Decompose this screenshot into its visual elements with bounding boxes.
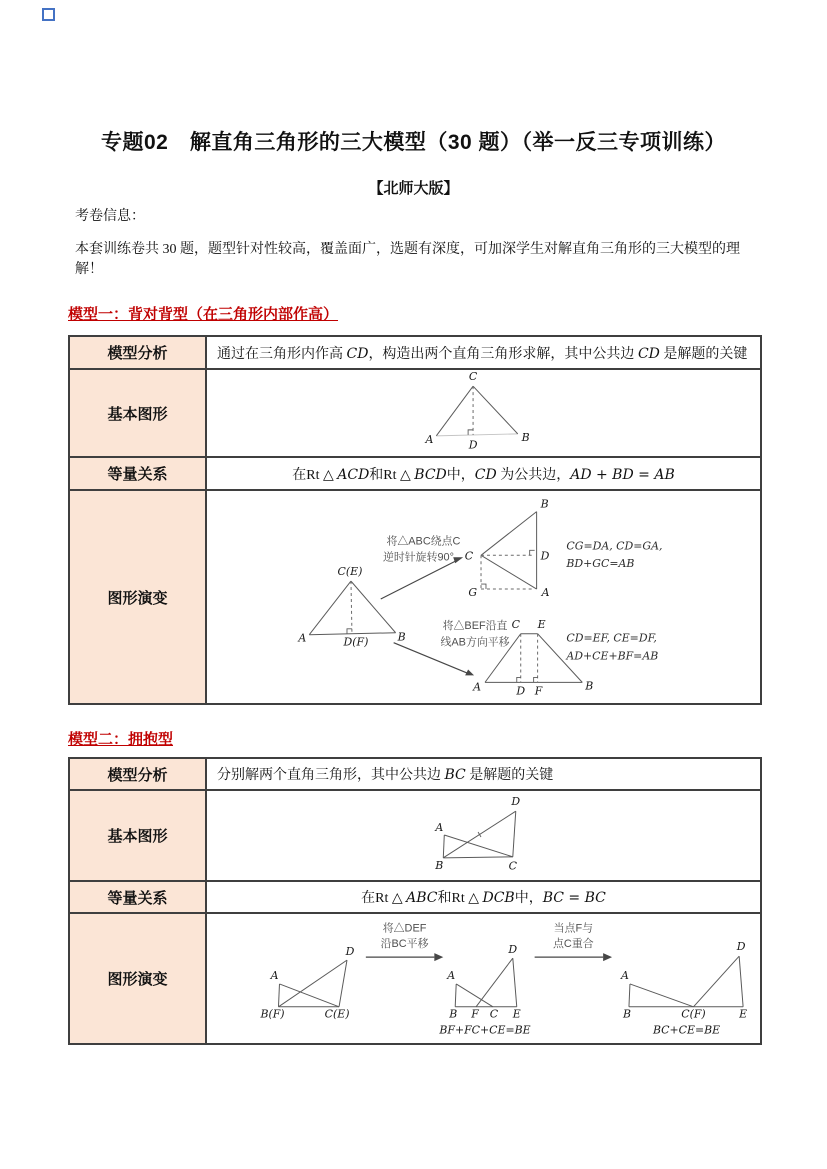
vertex-label-C: C <box>468 370 478 384</box>
fig2-lines <box>455 958 517 1007</box>
fig2-caption: BF+FC+CE=BE <box>439 1023 531 1037</box>
table-row <box>70 489 760 703</box>
vertex-label-A: A <box>298 631 307 645</box>
rotated-figure-lines <box>481 512 537 589</box>
vertex-label-D: D <box>736 940 746 954</box>
vertex-label-E: E <box>537 617 546 631</box>
vertex-label-BF: B(F) <box>260 1007 285 1021</box>
translation-note-line2: AD+CE+BF=AB <box>566 649 659 663</box>
table-row <box>70 912 760 1043</box>
row-label-relation: 等量关系 <box>70 458 207 489</box>
model2-analysis-text: 分别解两个直角三角形，其中公共边 BC 是解题的关键 <box>217 767 554 783</box>
vertex-label-G: G <box>468 586 478 600</box>
vertex-label-A: A <box>270 968 279 982</box>
arrow2-text-line1: 当点F与 <box>553 922 594 935</box>
row-label-figure: 基本图形 <box>70 370 207 456</box>
rotate-arrow-text-line2: 逆时针旋转90° <box>382 551 454 564</box>
row-label-analysis: 模型分析 <box>70 759 207 789</box>
table-row <box>70 456 760 489</box>
anchor-mark <box>42 8 55 21</box>
exam-info-label: 考卷信息： <box>75 209 145 224</box>
fig3-caption: BC+CE=BE <box>652 1023 721 1037</box>
model2-evolution-figure <box>207 914 760 1043</box>
vertex-label-D: D <box>508 943 518 957</box>
vertex-label-F: F <box>471 1007 479 1021</box>
row-label-figure: 基本图形 <box>70 791 207 880</box>
vertex-label-C: C <box>511 617 520 631</box>
vertex-label-B: B <box>449 1007 458 1021</box>
exam-info-text: 本套训练卷共 30 题，题型针对性较高，覆盖面广，选题有深度，可加深学生对解直角三角形的三大模型的理解！ <box>75 242 740 277</box>
coincide-arrow <box>535 953 612 961</box>
model2-relation-cell <box>207 882 760 912</box>
vertex-label-A: A <box>541 586 550 600</box>
table-row <box>70 337 760 368</box>
model1-table <box>68 335 762 705</box>
translate-arrow-text-line2: 线AB方向平移 <box>440 636 510 649</box>
translation-note-line1: CD=EF, CE=DF, <box>566 631 657 645</box>
model1-relation-text: 在Rt △ ACD和Rt △ BCD中，CD 为公共边，AD + BD = AB <box>292 466 675 483</box>
vertex-label-B: B <box>435 858 444 872</box>
rotate-arrow <box>381 557 463 599</box>
vertex-label-D: D <box>516 684 526 698</box>
vertex-label-E: E <box>739 1007 748 1021</box>
rotation-note-line2: BD+GC=AB <box>566 557 635 571</box>
table-row <box>70 789 760 880</box>
edition-label: 【北师大版】 <box>368 180 459 197</box>
vertex-label-B: B <box>521 430 530 444</box>
rotate-arrow-text-line1: 将△ABC绕点C <box>386 535 461 548</box>
model2-heading: 模型二：拥抱型 <box>68 731 174 748</box>
vertex-label-A: A <box>447 968 456 982</box>
vertex-label-B: B <box>585 679 594 693</box>
vertex-label-C: C <box>464 549 474 563</box>
vertex-label-C: C <box>489 1007 499 1021</box>
arrow1-text-line1: 将△DEF <box>382 922 427 935</box>
page-title: 专题02 解直角三角形的三大模型（30 题）（举一反三专项训练） <box>100 131 727 154</box>
vertex-label-A: A <box>621 968 629 982</box>
model2-basic-figure-cell <box>207 791 760 880</box>
model2-relation-text: 在Rt △ ABC和Rt △ DCB中，BC = BC <box>361 890 606 906</box>
table-row <box>70 880 760 912</box>
model1-evolution-cell <box>207 491 760 703</box>
model1-basic-figure-cell <box>207 370 760 456</box>
model2-table <box>68 757 762 1045</box>
model1-analysis-text: 通过在三角形内作高 CD，构造出两个直角三角形求解，其中公共边 CD 是解题的关键 <box>217 345 748 362</box>
figure-lines <box>443 811 515 858</box>
translate-arrow-text-line1: 将△BEF沿直 <box>442 619 508 632</box>
row-label-relation: 等量关系 <box>70 882 207 912</box>
vertex-label-A: A <box>435 821 444 835</box>
vertex-label-D: D <box>468 438 478 452</box>
vertex-label-D: D <box>540 549 550 563</box>
model1-basic-figure <box>207 370 760 456</box>
model1-relation-cell <box>207 458 760 489</box>
row-label-evolution: 图形演变 <box>70 491 207 703</box>
vertex-label-B: B <box>622 1007 631 1021</box>
fig3-lines <box>629 956 743 1007</box>
row-label-evolution: 图形演变 <box>70 914 207 1043</box>
row-label-analysis: 模型分析 <box>70 337 207 368</box>
model1-analysis-cell <box>207 337 760 368</box>
vertex-label-CF: C(F) <box>681 1007 706 1021</box>
model2-evolution-cell <box>207 914 760 1043</box>
vertex-label-F: F <box>534 684 543 698</box>
model2-analysis-cell <box>207 759 760 789</box>
arrow1-text-line2: 沿BC平移 <box>380 938 429 951</box>
model1-heading: 模型一：背对背型（在三角形内部作高） <box>68 306 339 323</box>
table-row <box>70 759 760 789</box>
vertex-label-B: B <box>540 497 549 511</box>
arrow2-text-line2: 点C重合 <box>553 938 594 951</box>
vertex-label-A: A <box>425 432 434 446</box>
vertex-label-A: A <box>473 680 481 694</box>
fig1-lines <box>278 960 347 1007</box>
vertex-label-D: D <box>345 945 355 959</box>
rotation-note-line1: CG=DA, CD=GA, <box>566 539 663 553</box>
vertex-label-E: E <box>512 1007 521 1021</box>
triangle-lines <box>436 386 517 436</box>
vertex-label-B: B <box>397 630 406 644</box>
vertex-label-CE: C(E) <box>337 565 363 579</box>
translate-arrow <box>366 953 443 961</box>
vertex-label-CE: C(E) <box>324 1007 350 1021</box>
vertex-label-D: D <box>511 795 521 809</box>
model2-basic-figure <box>207 791 760 880</box>
model1-evolution-figure <box>207 491 760 703</box>
table-row <box>70 368 760 456</box>
source-triangle-lines <box>309 581 395 635</box>
vertex-label-DF: D(F) <box>343 635 369 649</box>
vertex-label-C: C <box>508 859 517 873</box>
